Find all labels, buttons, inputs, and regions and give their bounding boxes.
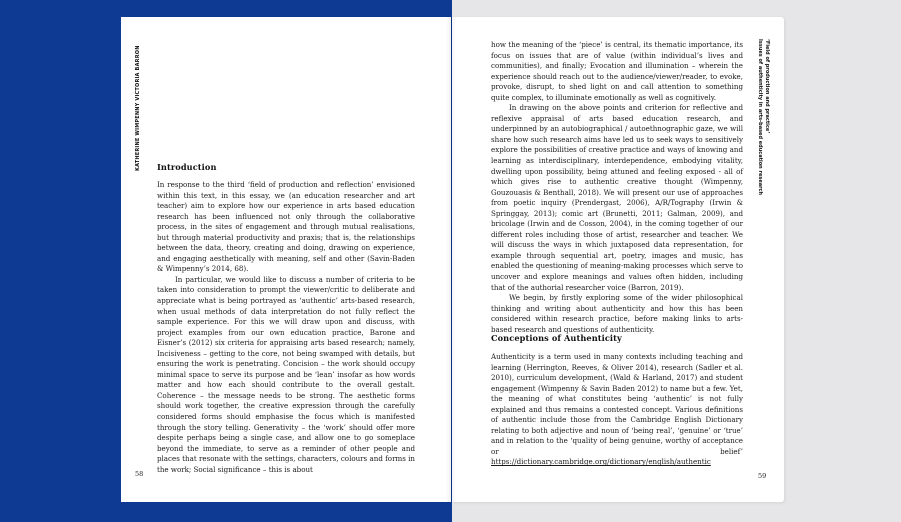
left-paragraph-1: In response to the third ‘field of production and reflection’ envisioned within this text, in this essay, we (an education researcher and art teacher) aim to explore how our experience in arts based education research has been influenced not only through the collaborative process, in the sites of engagement and through mutual realisations, but through material productivity and praxis; that is, the relationships between the data, theory, creating and doing, drawing on experience, and engaging aesthetically with meaning, self and other (Savin-Baden & Wimpenny’s 2014, 68). (157, 180, 415, 274)
left-folio: 58 (135, 470, 144, 478)
cambridge-dictionary-link[interactable]: https://dictionary.cambridge.org/dictionary/english/authentic (491, 457, 711, 467)
left-page (121, 17, 451, 502)
right-body-text (491, 40, 743, 335)
final-paragraph-text: Authenticity is a term used in many contexts including teaching and learning (Herrington, Reeves, & Oliver 2014), research (Sadler et al. 2010), curriculum development, (Wald & Harland, 2017) and student engagement (Wimpenny & Savin Baden 2012) to name but a few. Yet, the meaning of what constitutes being ‘authentic’ is not fully explained and thus remains a contested concept. Various definitions of authentic include those from the Cambridge English Dictionary relating to both adjective and noun of ‘being real’, ‘genuine’ or ‘true’ and in relation to the ‘quality of being genuine, worthy of acceptance or belief’ (491, 352, 743, 456)
left-running-head-text: KATHERINE WIMPENNY VICTORIA BARRON (135, 45, 141, 171)
left-paragraph-2: In particular, we would like to discuss a number of criteria to be taken into consideration to prompt the viewer/critic to deliberate and appreciate what is being portrayed as ‘authentic’ arts-based research, when usual methods of data interpretation do not fully reflect the sample experience. For this we will draw upon and discuss, with project examples from our own education practice, Barone and Eisner’s (2012) six criteria for appraising arts based research; namely, Incisiveness – getting to the core, not being swamped with details, but ensuring the work is penetrating. Concision – the work should occupy minimal space to serve its purpose and be ‘lean’ insofar as how words matter and how each should contribute to the overall gestalt. Coherence – the message needs to be strong. The aesthetic forms should work together, the creative expression through the carefully considered forms should emphasise the focus which is manifested through the story telling. Generativity – the ‘work’ should offer more despite perhaps being a single case, and allow one to go someplace beyond the immediate, to serve as a reminder of other people and places that resonate with the settings, characters, colours and forms in the work; Social significance – this is about (157, 274, 415, 474)
left-running-head (127, 41, 141, 171)
right-final-paragraph (491, 352, 743, 468)
right-running-head (748, 39, 778, 196)
authenticity-heading: Conceptions of Authenticity (491, 333, 622, 343)
right-paragraph-3: We begin, by firstly exploring some of the wider philosophical thinking and writing about authenticity and how this has been considered within research practice, before making links to arts-based research and questions of authenticity. (491, 293, 743, 334)
introduction-heading: Introduction (157, 162, 217, 172)
right-running-head-line1: ‘Field of production and practice’ (764, 39, 770, 134)
right-final-text (491, 352, 743, 468)
right-folio: 59 (758, 472, 767, 480)
right-paragraph-2: In drawing on the above points and criterion for reflective and reflexive appraisal of arts based education research, and underpinned by an autobiographical / autoethnographic gaze, we will share how such research aims have led us to seek ways to sensitively explore the possibilities of creative practice and ways of knowing and learning as interdisciplinary, interdependence, embodying vitality, dwelling upon possibility, being attuned and feeling exposed - all of which gives rise to authentic creative thought (Wimpenny, Gouzouasis & Benthall, 2018). We will present our use of approaches from poetic inquiry (Prendergast, 2006), A/R/Tography (Irwin & Springgay, 2013); comic art (Brunetti, 2011; Galman, 2009), and bricolage (Irwin and de Cosson, 2004), in the coming together of our different roles including those of artist, researcher and teacher. We will discuss the ways in which juxtaposed data representation, for example through sequential art, poetry, images and music, has enabled the questioning of meaning-making processes which serve to uncover and explore meanings and values often hidden, including that of the authorial researcher voice (Barron, 2019). (491, 103, 743, 292)
right-page (452, 17, 784, 502)
right-running-head-line2: Issues of authenticity in arts-based education research (757, 39, 763, 196)
book-gutter-shadow (446, 17, 456, 502)
left-body-text (157, 180, 415, 475)
right-paragraph-1: how the meaning of the ‘piece’ is central, its thematic importance, its focus on issues that are of value (within individual’s lives and communities), and finally; Evocation and illumination – wherein the experience should reach out to the audience/viewer/reader, to evoke, provoke, disrupt, to shed light on and call attention to something quite complex, to illuminate emotionally as well as cognitively. (491, 40, 743, 102)
